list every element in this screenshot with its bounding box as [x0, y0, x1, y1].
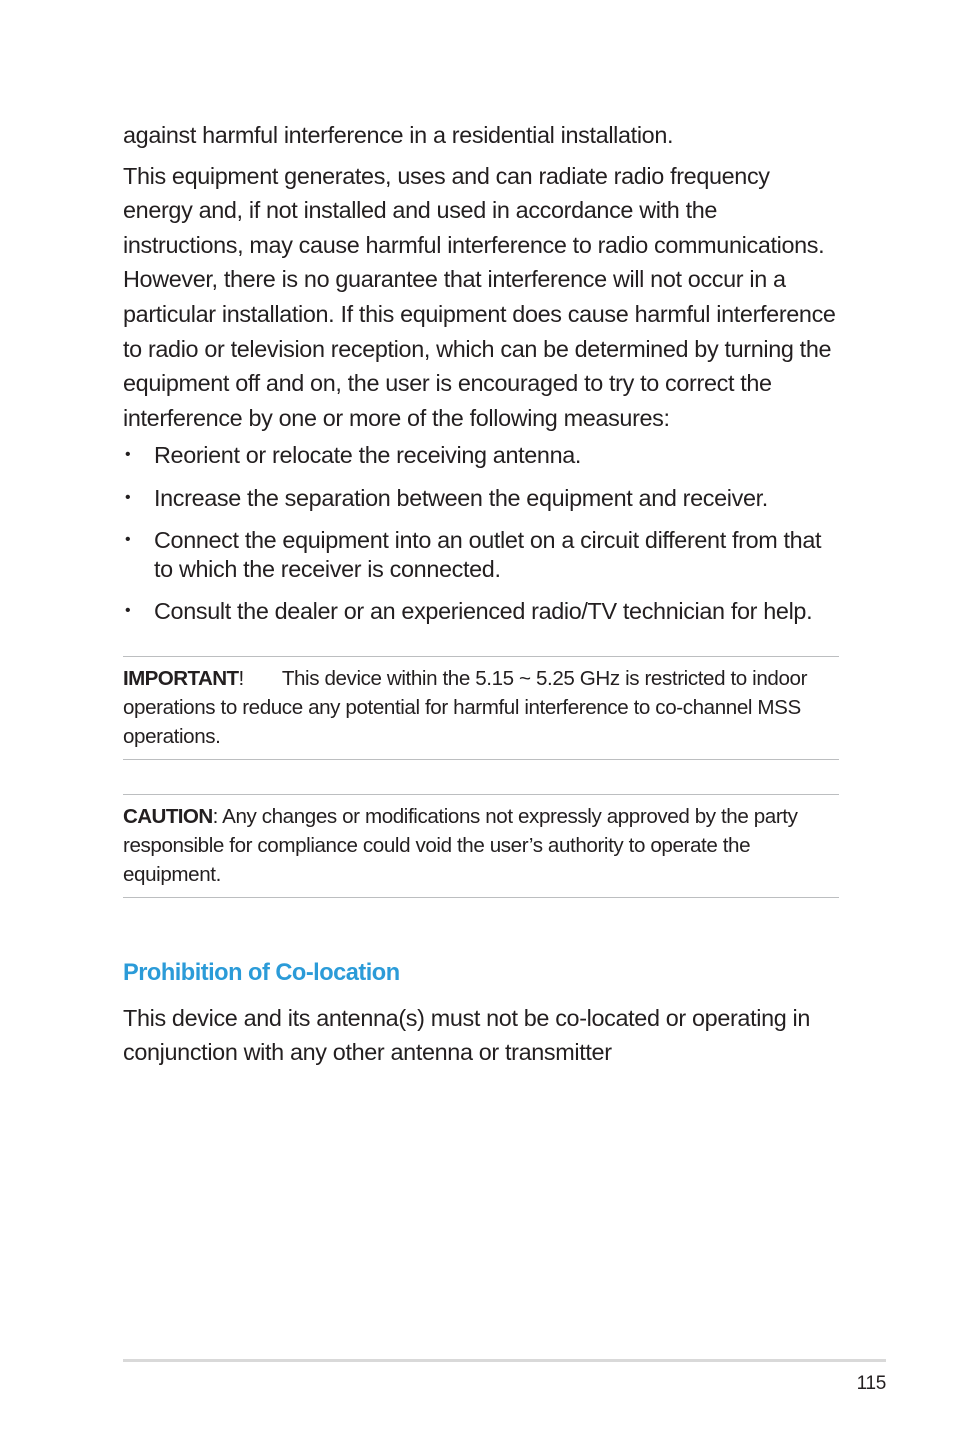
list-item	[123, 441, 839, 470]
bullet-icon: •	[125, 602, 131, 620]
caution-text: Any changes or modifications not expressly approved by the party responsible for compliance could void the user’s authority to operate the equipment.	[123, 804, 798, 886]
bullet-icon: •	[125, 531, 131, 549]
page-number: 115	[856, 1373, 886, 1394]
caution-label: CAUTION	[123, 804, 213, 828]
list-item	[123, 597, 839, 626]
measure-text: Connect the equipment into an outlet on a circuit different from that to which the receiver is connected.	[154, 527, 822, 582]
caution-punct: :	[212, 804, 223, 828]
bullet-icon: •	[125, 488, 131, 506]
measure-text: Increase the separation between the equipment and receiver.	[154, 484, 768, 511]
measure-text: Consult the dealer or an experienced radio/TV technician for help.	[154, 598, 813, 625]
bullet-icon: •	[125, 446, 131, 464]
important-label: IMPORTANT	[123, 666, 239, 690]
important-punct: !	[238, 666, 244, 690]
important-text: This device within the 5.15 ~ 5.25 GHz is restricted to indoor operations to reduce any potential for harmful interference to co-channel MSS operations.	[123, 666, 808, 748]
section-text: This device and its antenna(s) must not be co-located or operating in conjunction with any other antenna or transmitter	[123, 1004, 811, 1066]
footer-divider	[123, 1359, 886, 1362]
caution-notice	[123, 794, 839, 898]
list-item	[123, 526, 839, 583]
interference-paragraph: This equipment generates, uses and can radiate radio frequency energy and, if not installed and used in accordance with the instructions, may cause harmful interference to radio communications. However, there is no guarantee that interference will not occur in a particular installation. If this equipment does cause harmful interference to radio or television reception, which can be determined by turning the equipment off and on, the user is encouraged to try to correct the interference by one or more of the following measures:	[123, 162, 836, 431]
list-item	[123, 484, 839, 513]
measure-text: Reorient or relocate the receiving antenna.	[154, 442, 582, 469]
continuation-text: against harmful interference in a residential installation.	[123, 122, 674, 148]
important-notice	[123, 656, 839, 760]
measures-list	[123, 441, 839, 626]
page-content	[123, 118, 839, 1070]
section-heading: Prohibition of Co-location	[123, 959, 400, 986]
